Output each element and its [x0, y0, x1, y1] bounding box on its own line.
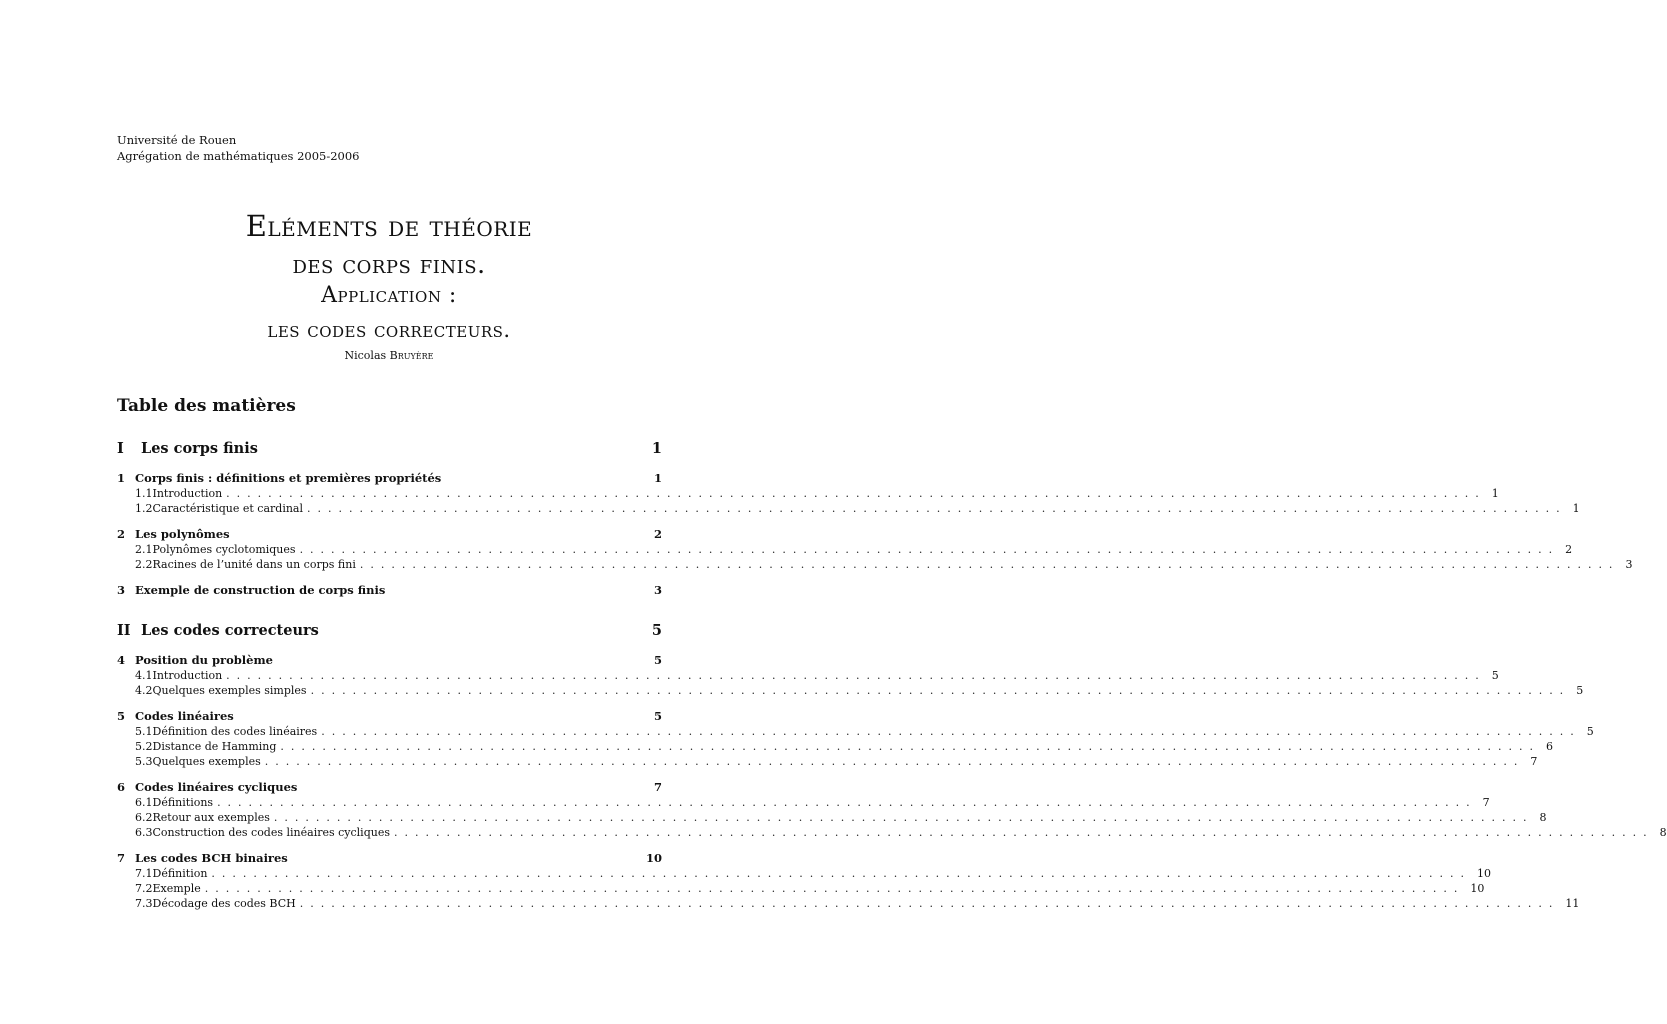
toc-chapter [117, 527, 1633, 573]
part-title: Les corps finis [141, 440, 258, 457]
dot-leader: ........................................................................................................................ [307, 502, 1567, 515]
affiliation [117, 132, 360, 164]
document-title [0, 208, 778, 364]
chapter-line[interactable] [117, 471, 662, 487]
chapter-title: Codes linéaires cycliques [135, 780, 298, 794]
dot-leader: ........................................................................................................................ [299, 543, 1560, 556]
dot-leader: ........................................................................................................................ [226, 487, 1486, 500]
chapter-title: Les codes BCH binaires [135, 851, 288, 865]
section-page: 6 [1546, 740, 1554, 753]
section-page: 7 [1530, 755, 1538, 768]
section-number: 1.2 [135, 502, 153, 515]
section-number: 4.2 [135, 684, 153, 697]
section-line[interactable] [117, 669, 1499, 684]
toc-part[interactable] [117, 440, 662, 462]
section-title: Exemple [152, 882, 201, 895]
section-page: 10 [1470, 882, 1485, 895]
institution: Université de Rouen [117, 133, 237, 147]
chapter-line[interactable] [117, 653, 662, 669]
section-page: 1 [1491, 487, 1499, 500]
part-page: 1 [651, 440, 662, 457]
chapter-number: 3 [117, 583, 126, 597]
section-number: 6.3 [135, 826, 153, 839]
dot-leader: ........................................................................................................................ [359, 558, 1620, 571]
section-line[interactable] [117, 725, 1594, 740]
dot-leader: ........................................................................................................................ [273, 811, 1534, 824]
author [0, 348, 778, 364]
section-page: 5 [1576, 684, 1584, 697]
section-title: Retour aux exemples [152, 811, 270, 824]
chapter-title: Corps finis : définitions et premières propriétés [135, 471, 442, 485]
title-line-3: Application : [321, 283, 457, 308]
toc-heading: Table des matières [117, 396, 296, 416]
section-title: Polynômes cyclotomiques [152, 543, 296, 556]
section-number: 5.2 [135, 740, 153, 753]
toc-chapter [117, 583, 662, 599]
title-line-2: des corps finis. [292, 250, 486, 279]
section-number: 6.2 [135, 811, 153, 824]
section-page: 10 [1477, 867, 1492, 880]
section-line[interactable] [117, 826, 1667, 841]
part-page: 5 [651, 622, 662, 639]
chapter-page: 5 [653, 709, 662, 723]
chapter-number: 6 [117, 780, 126, 794]
dot-leader: ........................................................................................................................ [310, 684, 1571, 697]
section-title: Caractéristique et cardinal [152, 502, 303, 515]
toc-chapter [117, 851, 1580, 912]
section-page: 3 [1625, 558, 1633, 571]
title-line-1: Eléments de théorie [245, 209, 533, 243]
section-line[interactable] [117, 882, 1485, 897]
section-line[interactable] [117, 897, 1580, 912]
chapter-page: 3 [653, 583, 662, 597]
table-of-contents [117, 440, 1667, 922]
section-page: 1 [1572, 502, 1580, 515]
section-number: 2.1 [135, 543, 153, 556]
dot-leader: ........................................................................................................................ [264, 755, 1525, 768]
section-number: 7.1 [135, 867, 153, 880]
dot-leader: ........................................................................................................................ [321, 725, 1581, 738]
chapter-number: 2 [117, 527, 126, 541]
part-number: I [117, 440, 124, 457]
section-title: Introduction [152, 669, 223, 682]
section-page: 5 [1586, 725, 1594, 738]
chapter-line[interactable] [117, 780, 662, 796]
chapter-line[interactable] [117, 851, 662, 867]
chapter-title: Exemple de construction de corps finis [135, 583, 386, 597]
section-title: Quelques exemples simples [152, 684, 307, 697]
section-number: 7.2 [135, 882, 153, 895]
section-title: Définitions [152, 796, 214, 809]
dot-leader: ........................................................................................................................ [299, 897, 1560, 910]
chapter-line[interactable] [117, 527, 662, 543]
section-line[interactable] [117, 740, 1554, 755]
section-number: 5.3 [135, 755, 153, 768]
section-number: 1.1 [135, 487, 153, 500]
section-page: 5 [1491, 669, 1499, 682]
section-line[interactable] [117, 811, 1547, 826]
section-line[interactable] [117, 867, 1492, 882]
toc-chapter [117, 709, 1594, 770]
chapter-line[interactable] [117, 709, 662, 725]
toc-chapter [117, 653, 1584, 699]
chapter-page: 1 [653, 471, 662, 485]
dot-leader: ........................................................................................................................ [280, 740, 1541, 753]
section-page: 11 [1565, 897, 1580, 910]
chapter-page: 2 [653, 527, 662, 541]
section-page: 7 [1482, 796, 1490, 809]
toc-part[interactable] [117, 622, 662, 644]
section-number: 7.3 [135, 897, 153, 910]
toc-chapter [117, 780, 1667, 841]
section-number: 6.1 [135, 796, 153, 809]
chapter-number: 1 [117, 471, 126, 485]
chapter-number: 7 [117, 851, 126, 865]
chapter-title: Position du problème [135, 653, 273, 667]
chapter-title: Les polynômes [135, 527, 230, 541]
section-title: Construction des codes linéaires cycliques [152, 826, 390, 839]
section-page: 8 [1659, 826, 1667, 839]
section-number: 5.1 [135, 725, 153, 738]
chapter-number: 5 [117, 709, 126, 723]
part-title: Les codes correcteurs [141, 622, 319, 639]
section-line[interactable] [117, 558, 1633, 573]
author-first-name: Nicolas [344, 349, 387, 362]
chapter-page: 10 [645, 851, 662, 865]
dot-leader: ........................................................................................................................ [226, 669, 1486, 682]
chapter-page: 5 [653, 653, 662, 667]
dot-leader: ........................................................................................................................ [393, 826, 1654, 839]
section-line[interactable] [117, 755, 1538, 770]
section-title: Introduction [152, 487, 223, 500]
chapter-line[interactable] [117, 583, 662, 599]
title-line-4: les codes correcteurs. [267, 318, 511, 342]
chapter-title: Codes linéaires [135, 709, 234, 723]
author-last-name: Bruyère [389, 349, 434, 362]
section-title: Décodage des codes BCH [152, 897, 296, 910]
dot-leader: ........................................................................................................................ [211, 867, 1472, 880]
dot-leader: ........................................................................................................................ [204, 882, 1465, 895]
section-title: Quelques exemples [152, 755, 261, 768]
section-title: Définition [152, 867, 208, 880]
section-line[interactable] [117, 543, 1573, 558]
part-number: II [117, 622, 131, 639]
section-number: 4.1 [135, 669, 153, 682]
section-line[interactable] [117, 502, 1580, 517]
section-title: Distance de Hamming [152, 740, 277, 753]
chapter-page: 7 [653, 780, 662, 794]
section-number: 2.2 [135, 558, 153, 571]
section-line[interactable] [117, 487, 1499, 502]
section-title: Définition des codes linéaires [152, 725, 318, 738]
section-line[interactable] [117, 796, 1490, 811]
section-title: Racines de l’unité dans un corps fini [152, 558, 356, 571]
program: Agrégation de mathématiques 2005-2006 [117, 149, 360, 163]
chapter-number: 4 [117, 653, 126, 667]
dot-leader: ........................................................................................................................ [217, 796, 1477, 809]
section-line[interactable] [117, 684, 1584, 699]
toc-chapter [117, 471, 1580, 517]
section-page: 2 [1565, 543, 1573, 556]
section-page: 8 [1539, 811, 1547, 824]
